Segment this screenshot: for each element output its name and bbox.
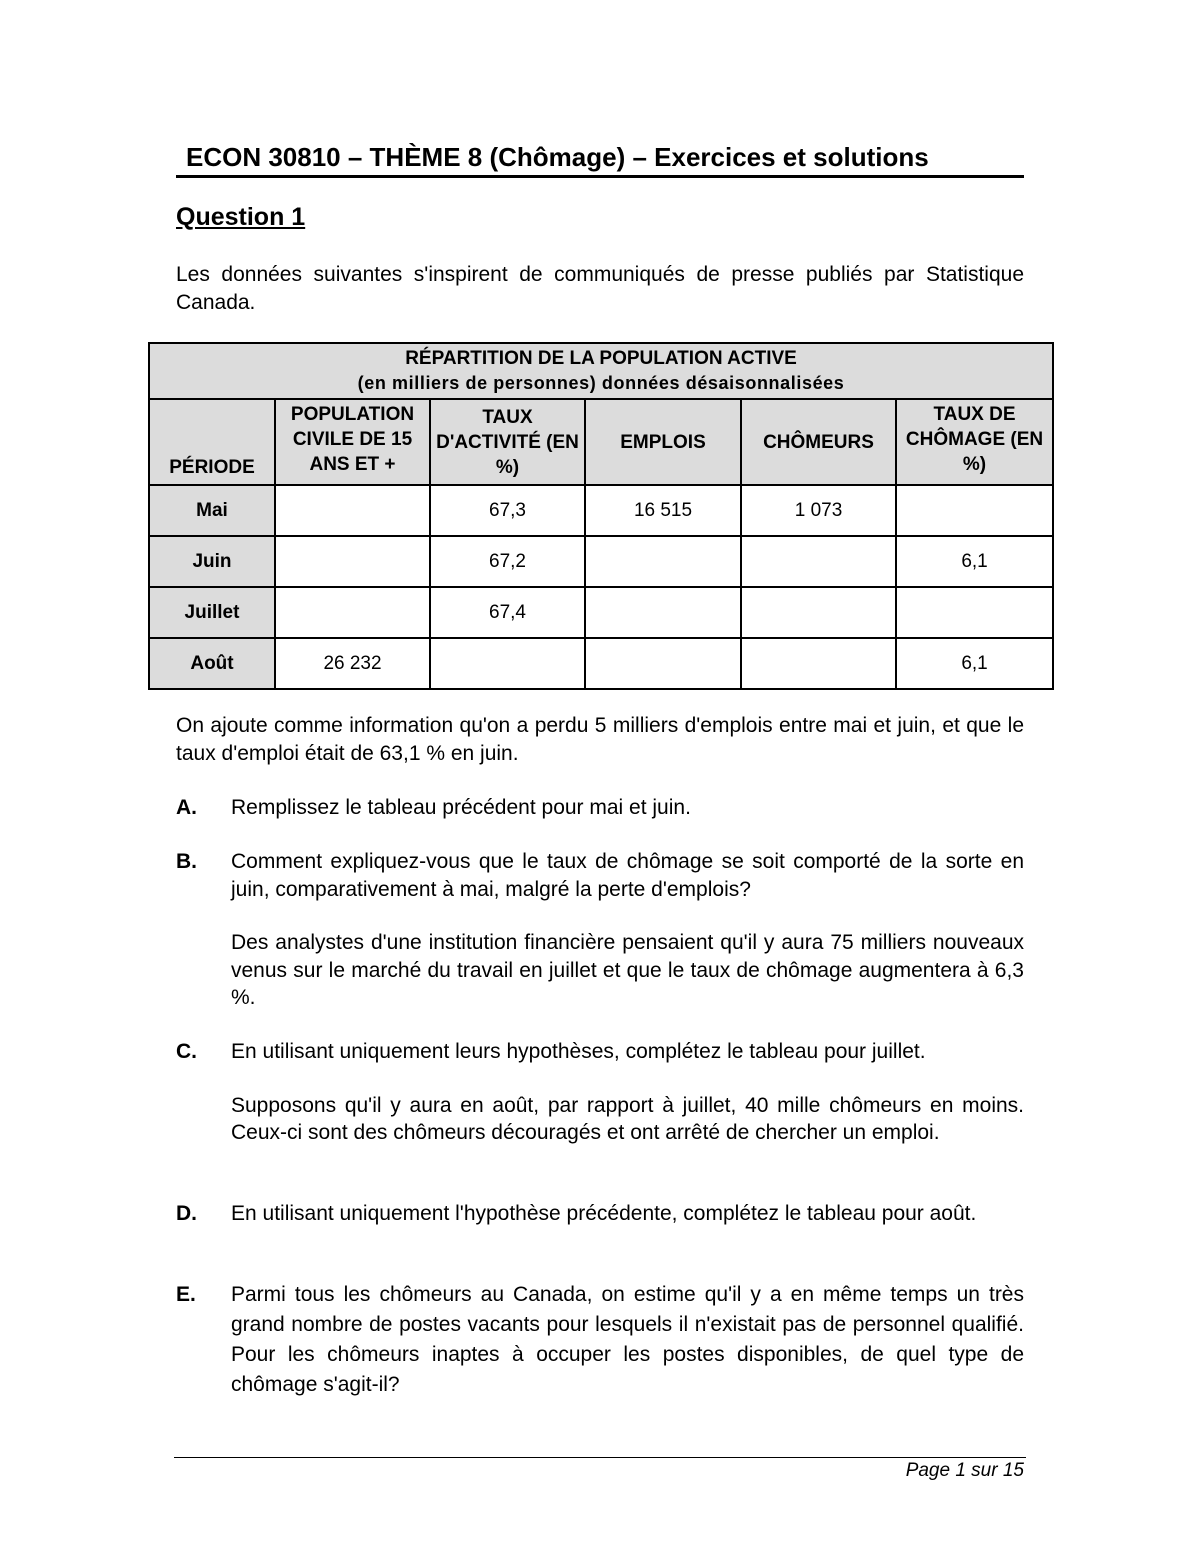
cell-chomeurs [741,536,896,587]
item-b [176,848,1024,1012]
row-label-juin: Juin [149,536,275,587]
item-e [176,1280,1024,1400]
row-label-mai: Mai [149,485,275,536]
question-intro: Les données suivantes s'inspirent de communiqués de presse publiés par Statistique Canada. [176,263,1024,314]
column-header-population: POPULATION CIVILE DE 15 ANS ET + [275,399,430,485]
table-row [149,638,1053,689]
cell-chomeurs: 1 073 [741,485,896,536]
row-label-aout: Août [149,638,275,689]
cell-chomeurs [741,638,896,689]
table-caption [149,343,1053,399]
column-header-taux-activite: TAUX D'ACTIVITÉ (EN %) [430,399,585,485]
item-note: Supposons qu'il y aura en août, par rapport à juillet, 40 mille chômeurs en moins. Ceux-ci sont des chômeurs découragés et ont arrêté de chercher un emploi. [231,1093,1024,1144]
item-c [176,1038,1024,1147]
cell-emplois [585,587,741,638]
cell-population [275,536,430,587]
item-letter: C. [176,1040,197,1063]
table-caption-title: RÉPARTITION DE LA POPULATION ACTIVE [405,348,797,369]
cell-population: 26 232 [275,638,430,689]
page-number: Page 1 sur 15 [905,1460,1024,1481]
cell-population [275,587,430,638]
item-a [176,794,1024,822]
item-text: En utilisant uniquement l'hypothèse précédente, complétez le tableau pour août. [231,1202,977,1225]
page-title: ECON 30810 – THÈME 8 (Chômage) – Exercices et solutions [176,138,1024,178]
column-header-periode: PÉRIODE [149,399,275,485]
labour-force-table [148,342,1054,690]
item-letter: E. [176,1283,196,1306]
cell-emplois [585,536,741,587]
cell-taux-chomage [896,485,1053,536]
cell-taux-activite: 67,4 [430,587,585,638]
table-header-row [149,399,1053,485]
item-text: Parmi tous les chômeurs au Canada, on estime qu'il y a en même temps un très grand nombre de postes vacants pour lesquels il n'existait pas de personnel qualifié. Pour les chômeurs inaptes à occuper les postes disponibles, de quel type de chômage s'agit-il? [231,1283,1024,1396]
cell-taux-chomage: 6,1 [896,638,1053,689]
footer-divider [174,1457,1026,1458]
table-row [149,485,1053,536]
row-label-juillet: Juillet [149,587,275,638]
item-note: Des analystes d'une institution financière pensaient qu'il y aura 75 milliers nouveaux venus sur le marché du travail en juillet et que le taux de chômage augmentera à 6,3 %. [231,931,1024,1009]
cell-taux-chomage [896,587,1053,638]
question-title: Question 1 [176,203,306,231]
cell-taux-activite: 67,2 [430,536,585,587]
cell-emplois: 16 515 [585,485,741,536]
cell-chomeurs [741,587,896,638]
table-row [149,536,1053,587]
cell-population [275,485,430,536]
table-row [149,587,1053,638]
cell-emplois [585,638,741,689]
cell-taux-activite [430,638,585,689]
additional-info: On ajoute comme information qu'on a perdu 5 milliers d'emplois entre mai et juin, et que le taux d'emploi était de 63,1 % en juin. [176,714,1024,765]
item-letter: D. [176,1202,197,1225]
column-header-emplois: EMPLOIS [585,399,741,485]
item-text: Comment expliquez-vous que le taux de chômage se soit comporté de la sorte en juin, comparativement à mai, malgré la perte d'emplois? [231,850,1024,901]
item-letter: A. [176,796,197,819]
item-text: Remplissez le tableau précédent pour mai et juin. [231,796,691,819]
cell-taux-chomage: 6,1 [896,536,1053,587]
column-header-chomeurs: CHÔMEURS [741,399,896,485]
table-caption-subtitle: (en milliers de personnes) données désaisonnalisées [357,373,845,393]
column-header-taux-chomage: TAUX DE CHÔMAGE (EN %) [896,399,1053,485]
cell-taux-activite: 67,3 [430,485,585,536]
item-text: En utilisant uniquement leurs hypothèses, complétez le tableau pour juillet. [231,1040,926,1063]
item-d [176,1200,1024,1228]
item-letter: B. [176,850,197,873]
